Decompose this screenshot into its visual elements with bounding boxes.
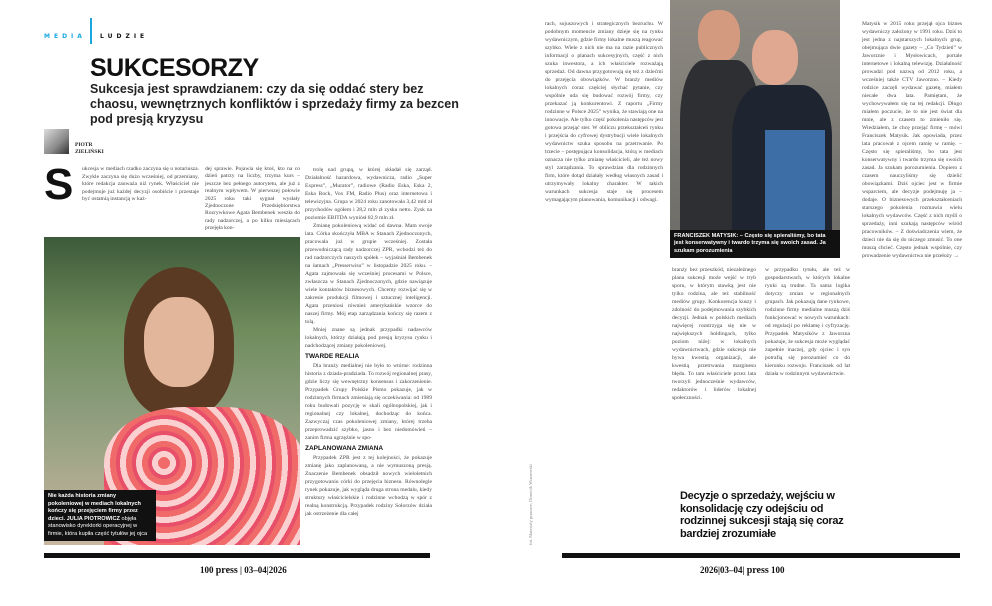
- author-first-name: PIOTR: [75, 142, 93, 148]
- section-divider: [90, 18, 92, 44]
- drop-cap: S: [44, 166, 74, 209]
- body-column-3: [305, 166, 432, 548]
- issue-year: 2026: [700, 565, 718, 575]
- photo-caption: [44, 490, 156, 541]
- caption-name: FRANCISZEK MATYSIK:: [674, 232, 739, 239]
- page-number: 100: [771, 565, 785, 575]
- subheading-zaplanowana-zmiana: ZAPLANOWANA ZMIANA: [305, 445, 384, 452]
- body-text: ukcesja w mediach rzadko zaczyna się u notariusza. Zwykle zaczyna się dużo wcześniej, od przemiany, które redakcja zauważa niż rynek. Właściciel nie podejmuje już każdej decyzji osobiście i przestaje być ostatnią instancją w każ-: [82, 166, 199, 202]
- magazine-brand: press: [746, 565, 769, 576]
- right-column-4: Matysik w 2015 roku przejął ojca biznes wydawniczy założony w 1991 roku. Dziś to jest jedna z najstarszych lokalnych grup, obejmująca dwie gazety – „Co Tydzień” w Jaworznie i Mysłowicach, portale internetowe i lokalną telewizję. Działalność prowadzi pod nazwą od 2012 roku, a wcześniej także CTV Jaworzno. – Kiedy rodzice zaczęli wydawać gazetę, miałem niecałe dwa lata. Pamiętam, że wychowywałem się na tej redakcji. Długo miałem poczucie, że to nie jest świat dla mnie, ale z czasem to zmieniło się. Wiedziałem, że chcę przejąć firmę – mówi Franciszek Matysik. Jak opowiada, przez lata pracował z ojcem ramię w ramię. – Często się spieraliśmy, bo tata jest konserwatywny i twardo trzyma się swoich zasad. Ja szukam porozumienia. Dopiero z czasem nauczyliśmy się dzielić obowiązkami. Dziś ojciec jest w firmie wsparciem, ale decyzje podejmuję ja – dodaje. O biznesowych przekształceniach starszego pokolenia rozmawia wielu lokalnych wydawców. Część z nich myśli o sprzedaży, inni szukają następców wśród pracowników. – Z doświadczenia wiem, że dzieci nie da się do niczego zmusić. To one muszą chcieć. Często jednak wspólnie, czy prowadzenie wydawnictwa nie przełoży →: [862, 21, 962, 259]
- paragraph: Dla branży medialnej nie było to wtórne: rodzinna historia z dziada-pradziada. To rozwój regionalnej prasy, gdzie liczy się wewnętrzny konsensus i zakorzenienie. Przypadek Grupy Polskie Pismo pokazuje, jak w rodzinnych firmach zmieniają się oczekiwania: od 1989 roku budowali pozycję w skali ogólnopolskiej, jak i regionalnej czy lokalnej, dochodząc do końca. Zazwyczaj czas pokoleniowej zmiany, której trzeba przeprowadzić szybko, jasno i bez niedomówień – zanim firma ugrzęźnie w spo-: [305, 363, 432, 441]
- subheading-twarde-realia: TWARDE REALIA: [305, 353, 360, 360]
- issue-number: 03–04: [719, 565, 743, 575]
- author-photo: [44, 129, 69, 154]
- article-title: SUKCESORZY: [90, 54, 259, 82]
- paragraph: Przypadek ZPR jest z tej kolejności, że pokazuje zmianę jako zaplanowaną, a nie wymuszoną presją. Znaczenie Bembenek obsadził nowych wieloletnich przygotowaniu córki do przejęcia biznesu. Równolegle rynek pokazuje, jak wygląda druga strona medalu, kiedy struktury właścicielskie i rodzinne wchodzą w spór z realną konstrukcją. Przypadek rodziny Sołorzów działa jak ostrzeżenie dla całej: [305, 455, 432, 517]
- right-column-2: branży bez przeszkód, niezależnego planu sukcesji może wejść w tryb sporu, w którym stawką jest nie tylko rodzina, ale też stabilność mediów grupy. Konkurencja kuszy i zdolność do podejmowania szybkich decyzji. Jednak w polskich mediach najwięcej rozstrzyga się nie w największych holdingach, tylko poziom niżej: w lokalnych wydawnictwach, gdzie sukcesja nie bywa kwestią organizacji, ale kwestią przetrwania marginesu błędu. To tam właściciele przez lata tworzyli jednocześnie wydawców, redaktorów i liderów lokalnej społeczności.: [672, 267, 756, 401]
- issue-year: 2026: [268, 565, 287, 575]
- right-column-1: rach, sojuszowych i strategicznych bezruchu. W podobnym momencie zmiany dzieje się na rynku wydawniczym, gdzie firmy lokalne muszą reagować szybko. Wiele z nich nie ma na razie publicznych informacji o planach sukcesyjnych, część z nich szuka inwestora, a ich właściciele rozważają sprzedaż. Od dawna przygotowują się też z dziećmi do przejęcia obowiązków. W branży mediów lokalnych coraz częściej słychać pytanie, czy wspólnie uda się budować rozwój firmy, czy przekazać ją konkurentowi. Z raportu „Firmy rodzinne w Polsce 2025” wynika, że stawiają one na innowacje. Ale tylko część pokolenia następców jest gotowa przejąć ster. W obliczu przekształceń rynku i przejścia do cyfrowej dystrybucji wiele lokalnych wydawnictw szuka sposobu na przetrwanie. Po trzecie – postępująca konsolidacja, którą w mediach oznacza nie tylko zmianę właścicieli, ale też nowy styl zarządzania. To sprawdzian dla rodzinnych firm, które dotąd działały według własnych zasad i utrzymywały lokalny charakter. W takich warunkach sukcesja staje się procesem wymagającym planowania, komunikacji i odwagi.: [545, 21, 663, 203]
- footer-rule-right: [562, 553, 960, 558]
- article-photo-woman: [44, 237, 300, 545]
- pull-quote: Decyzje o sprzedaży, wejściu w konsolidację czy odejściu od rodzinnej sukcesji stają się coraz bardziej zrozumiałe: [680, 490, 844, 540]
- body-column-1: [44, 166, 199, 236]
- article-subtitle: Sukcesja jest sprawdzianem: czy da się oddać stery bez chaosu, wewnętrznych konfliktów i sprzedaży firmy za bezcen pod presją kryzysu: [90, 82, 459, 126]
- caption-name: JULIA PIOTROWICZ: [66, 515, 120, 522]
- body-column-2: dej sprawie. Pojawia się ktoś, kto na co dzień patrzy na liczby, trzyma kurs – jeszcze bez pełnego autorytetu, ale już z realnym wpływem. W pierwszej połowie 2025 roku taki sygnał wysłały Zjednoczone Przedsiębiorstwa Rozrywkowe Agata Bembenek weszła do rady nadzorczej, a po kilku miesiącach przejęła kon-: [205, 166, 300, 232]
- paragraph: trolę nad grupą, w której składał się zarząd. Działalność hazardowa, wydawnicza, radio „Super Express”, „Murator”, radiowe (Radio Eska, Eska 2, Eska Rock, Vox FM, Radio Plus) oraz internetowa i telewizyjna. Grupa w 2024 roku zanotowała 3,42 mld zł przychodów ogółem i 28,2 mln zł zysku netto. Zysk na poziomie EBITDA wyniósł 82,9 mln zł.: [305, 167, 432, 221]
- caption-text: Nie każda historia zmiany pokoleniowej w mediach lokalnych kończy się przejęciem firmy przez dzieci.: [48, 493, 141, 522]
- footer-left: 100 press | 03–04|2026: [200, 565, 287, 576]
- caption-text: – Często się spieraliśmy, bo tata jest konserwatywny i twardo trzyma się swoich zasad. Ja szukam porozumienia: [674, 232, 826, 254]
- footer-right: 2026|03–04| press 100: [700, 565, 785, 576]
- photo-credit: fot. Materiały prasowe, Dominik Wiatrowski: [528, 464, 533, 545]
- photo-caption-2: [670, 230, 840, 259]
- author-name: [75, 142, 104, 156]
- paragraph: Mniej znane są jednak przypadki nadawców lokalnych, którzy działają pod presją kryzysu rynku i nadchodzącej zmiany pokoleniowej.: [305, 327, 432, 349]
- footer-rule-left: [44, 553, 430, 558]
- paragraph: Zmianę pokoleniową widać od dawna. Mam swoje lata. Córka skończyła MBA w Stanach Zjednoczonych, pracowała już w grupie wcześniej. Została przewodniczącą rady nadzorczej ZPR, wchodzi też do rad nadzorczych naszych spółek – wyjaśniał Bembenek na łamach „Presserwisu” w listopadzie 2025 roku. – Agata zajmowała się wcześniej procesami w Polsce, zwłaszcza w Stanach Zjednoczonych, gdzie nawiązuje wiele kontaktów biznesowych. Chcemy rozwijać się w zakresie produkcji filmowej i sztucznej inteligencji. Agata przeniosi również amerykańskie wzorce do naszej firmy. Mój etap zarządzania kończy się razem z tolą.: [305, 223, 432, 325]
- caption-text-2: objęła stanowisko dyrektorki operacyjnej w firmie, która kupiła część tytułów jej ojca: [48, 515, 148, 537]
- article-photo-men: [670, 0, 840, 258]
- issue-number: 03–04: [244, 565, 267, 575]
- right-column-3: w przypadku tytułu, ale też w gospodarstwach, w których lokalne rynki są trudne. Ta sama logika dotyczy zmian w regionalnych grupach. Jak pokazują dane rynkowe, rodzinne firmy medialne muszą dziś funkcjonować w nowych warunkach: od regulacji po reklamę i cyfryzację. Przypadek Matysików z Jaworzna pokazuje, że sukcesja może wyglądać zupełnie inaczej, gdy ojciec i syn potrafią się porozumieć co do kierunku rozwoju. Franciszek od lat działa w rodzinnym wydawnictwie.: [765, 267, 850, 377]
- subsection-label: LUDZIE: [100, 33, 149, 40]
- magazine-brand: press: [215, 565, 238, 576]
- author-last-name: ZIELIŃSKI: [75, 149, 104, 155]
- section-label: MEDIA: [44, 33, 86, 40]
- page-number: 100: [200, 565, 214, 575]
